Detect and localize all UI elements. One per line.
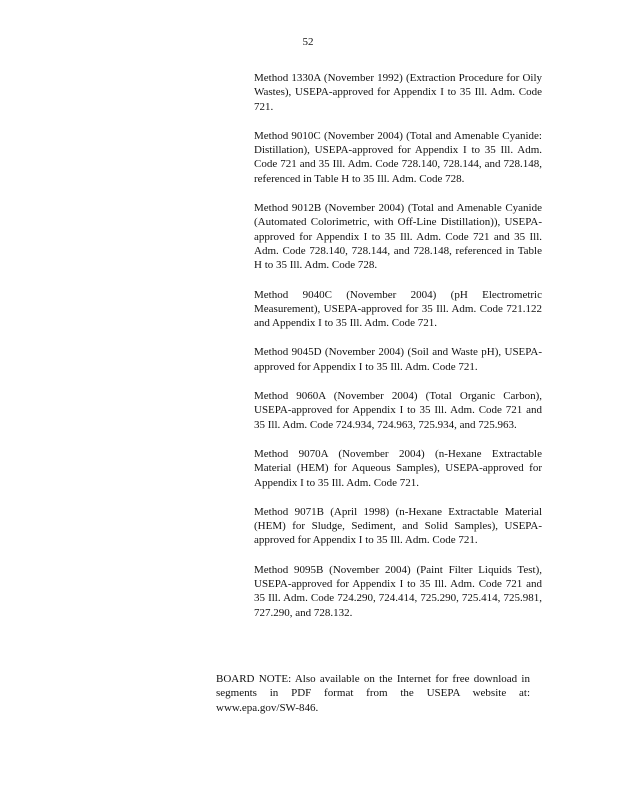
- method-entry-9095b: Method 9095B (November 2004) (Paint Filter Liquids Test), USEPA-approved for Appendix I to 35 Ill. Adm. Code 721 and 35 Ill. Adm. Code 724.290, 724.414, 725.290, 725.414, 725.981, 727.290, and 728.132.: [254, 563, 542, 619]
- method-entry-9010c: Method 9010C (November 2004) (Total and Amenable Cyanide: Distillation), USEPA-approved for Appendix I to 35 Ill. Adm. Code 721 and 35 Ill. Adm. Code 728.140, 728.144, and 728.148, referenced in Table H to 35 Ill. Adm. Code 728.: [254, 129, 542, 185]
- method-entry-9040c: Method 9040C (November 2004) (pH Electrometric Measurement), USEPA-approved for 35 Ill. Adm. Code 721.122 and Appendix I to 35 Ill. Adm. Code 721.: [254, 288, 542, 330]
- method-list: [254, 71, 542, 635]
- method-entry-9060a: Method 9060A (November 2004) (Total Organic Carbon), USEPA-approved for Appendix I to 35 Ill. Adm. Code 721 and 35 Ill. Adm. Code 724.934, 724.963, 725.934, and 725.963.: [254, 390, 542, 431]
- method-entry-9071b: Method 9071B (April 1998) (n-Hexane Extractable Material (HEM) for Sludge, Sediment, and Solid Samples), USEPA-approved for Appendix I to 35 Ill. Adm. Code 721.: [254, 505, 542, 547]
- method-entry-9070a: Method 9070A (November 2004) (n-Hexane Extractable Material (HEM) for Aqueous Samples), USEPA-approved for Appendix I to 35 Ill. Adm. Code 721.: [254, 447, 542, 489]
- board-note: BOARD NOTE: Also available on the Internet for free download in segments in PDF format from the USEPA website at: www.epa.gov/SW-846.: [216, 673, 530, 714]
- method-entry-9012b: Method 9012B (November 2004) (Total and Amenable Cyanide (Automated Colorimetric, with Off-Line Distillation)), USEPA-approved for Appendix I to 35 Ill. Adm. Code 721 and 35 Ill. Adm. Code 728.140, 728.144, and 728.148, referenced in Table H to 35 Ill. Adm. Code 728.: [254, 202, 542, 272]
- page-number: 52: [302, 36, 314, 48]
- method-entry-1330a: Method 1330A (November 1992) (Extraction Procedure for Oily Wastes), USEPA-approved for Appendix I to 35 Ill. Adm. Code 721.: [254, 72, 542, 113]
- method-entry-9045d: Method 9045D (November 2004) (Soil and Waste pH), USEPA-approved for Appendix I to 35 Ill. Adm. Code 721.: [254, 346, 542, 373]
